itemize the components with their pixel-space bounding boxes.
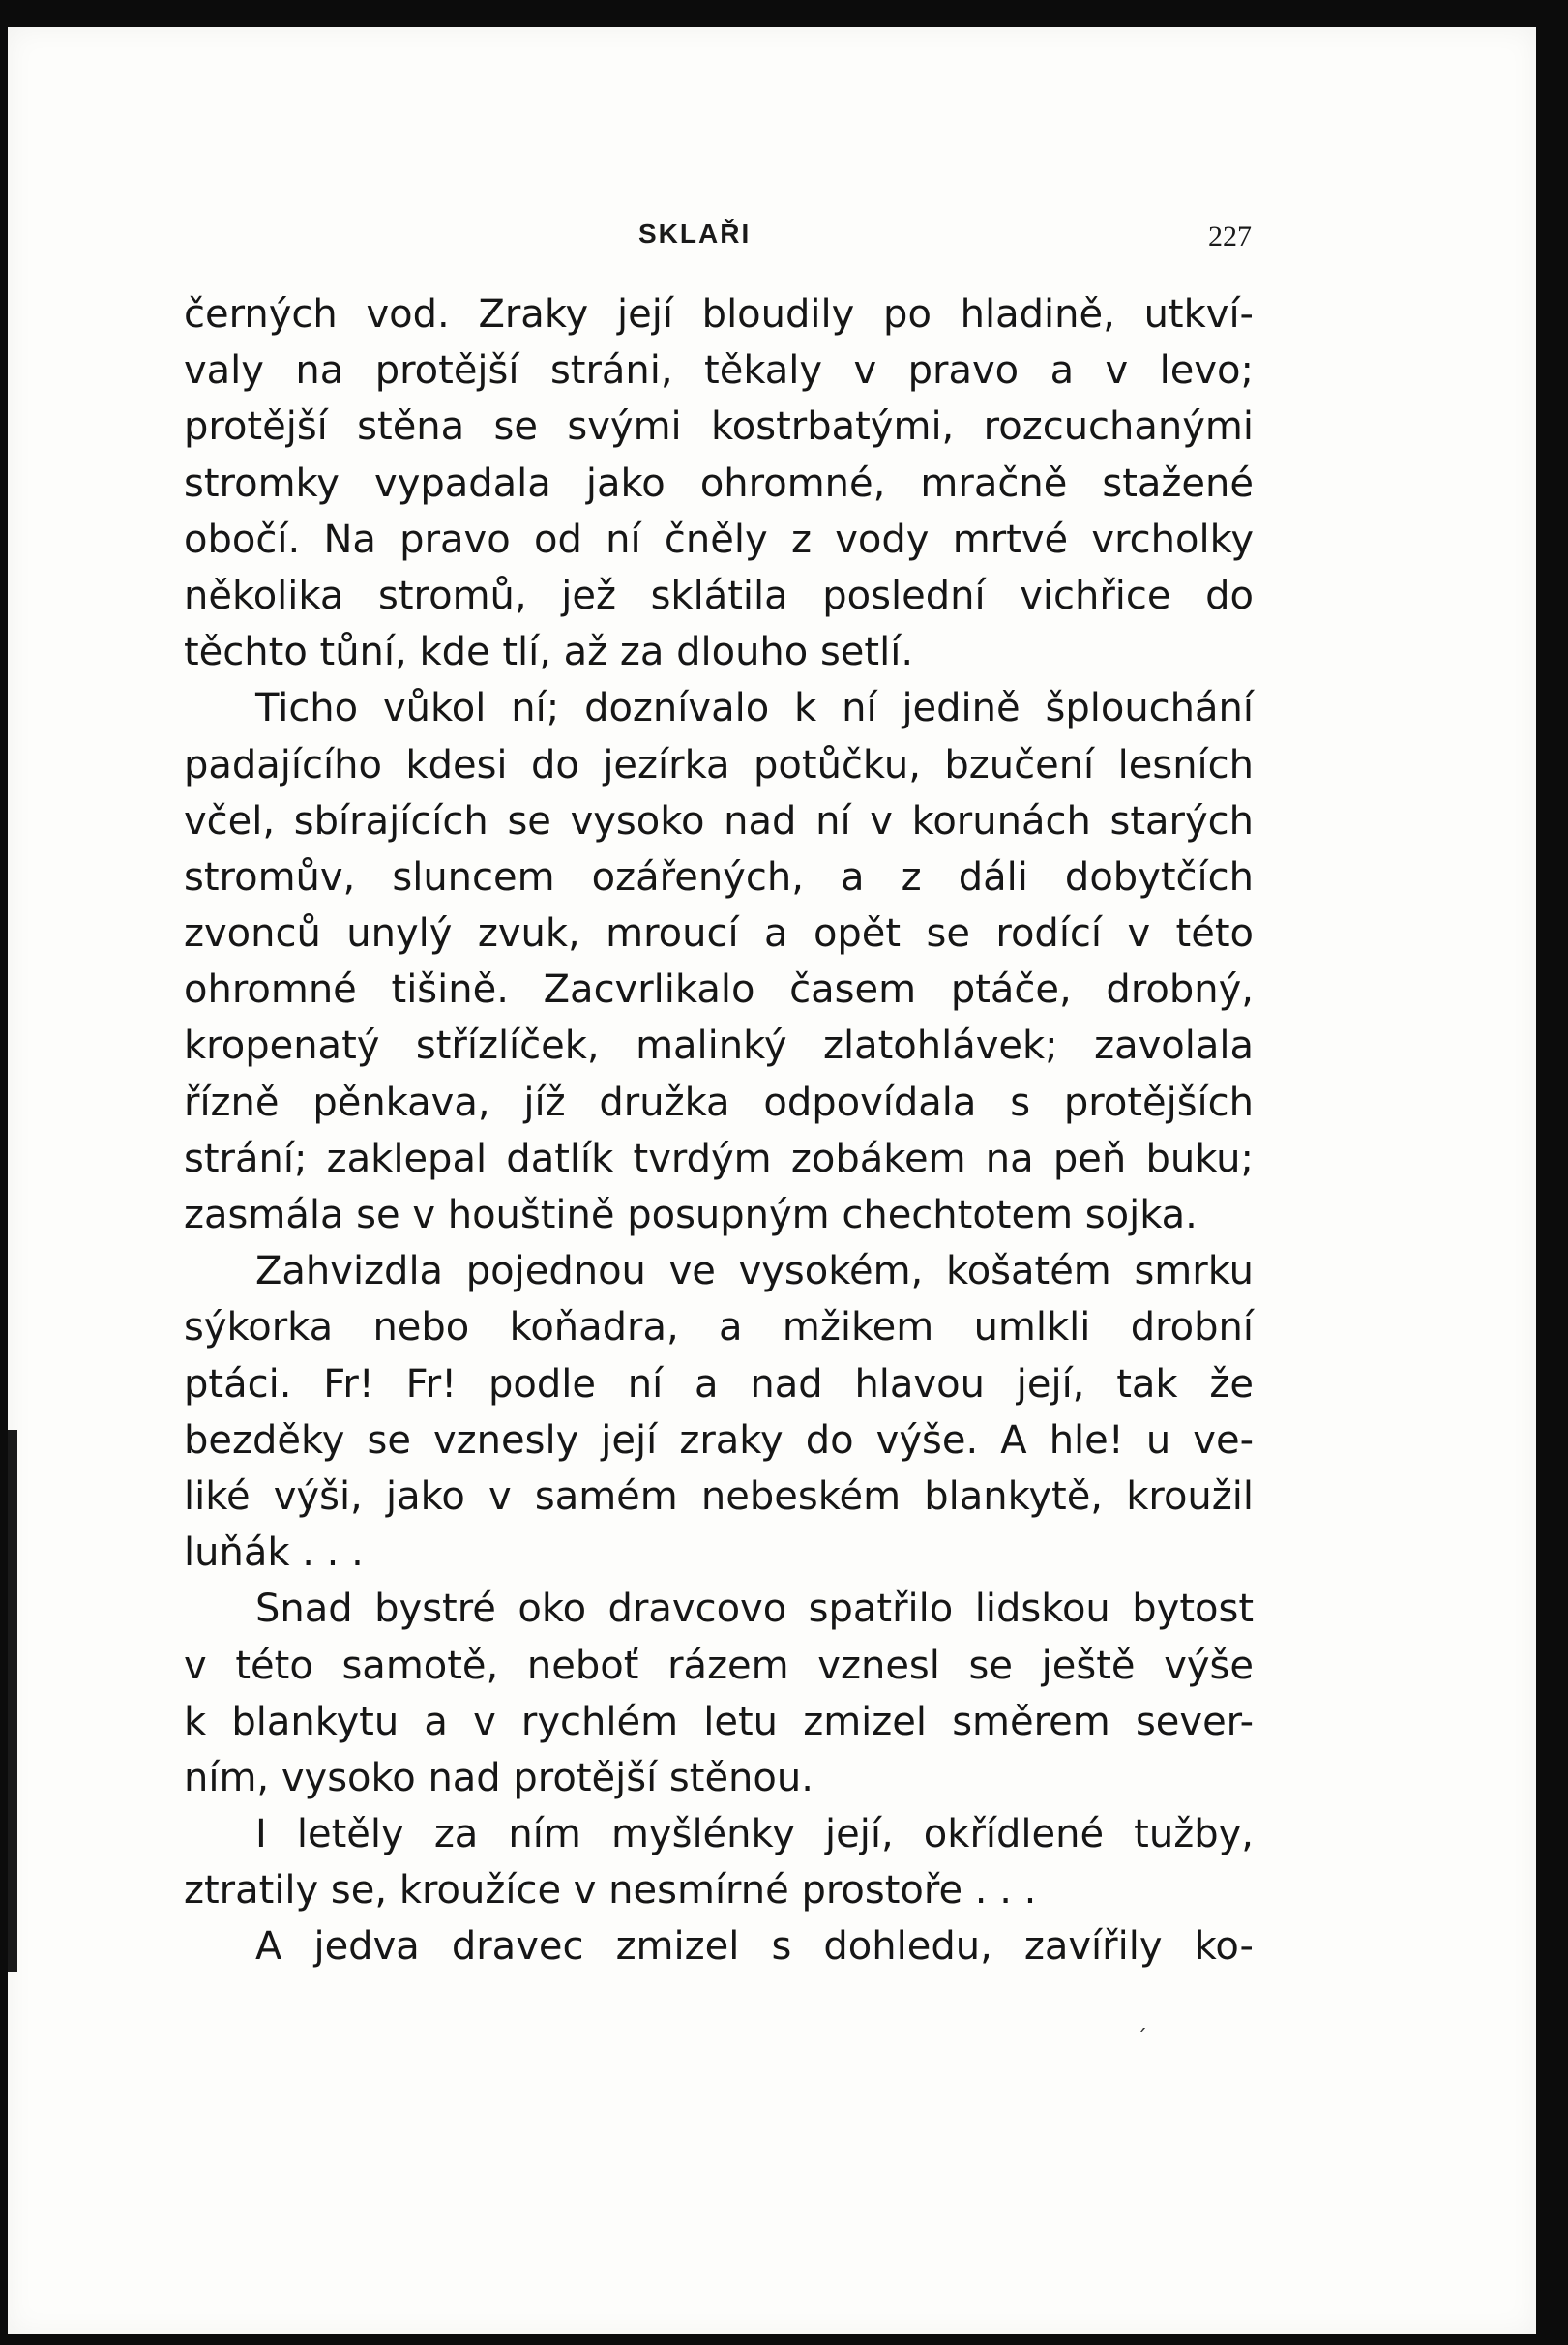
running-header (184, 219, 1252, 267)
text-line: A jedva dravec zmizel s dohledu, zavířily ko- (255, 1924, 1254, 1970)
text-line: Zahvizdla pojednou ve vysokém, košatém smrku (255, 1249, 1254, 1294)
text-line: řízně pěnkava, jíž družka odpovídala s protějších (184, 1080, 1254, 1125)
body-text (184, 286, 1254, 1975)
text-line: padajícího kdesi do jezírka potůčku, bzučení lesních (184, 742, 1254, 787)
text-line: Snad bystré oko dravcovo spatřilo lidskou bytost (255, 1587, 1254, 1632)
page-edge-shadow (1536, 27, 1568, 2345)
text-line: ohromné tišině. Zacvrlikalo časem ptáče, drobný, (184, 967, 1254, 1013)
text-line: valy na protější stráni, těkaly v pravo a v levo; (184, 348, 1254, 394)
text-line: k blankytu a v rychlém letu zmizel směrem sever- (184, 1699, 1254, 1744)
text-line: strání; zaklepal datlík tvrdým zobákem na peň buku; (184, 1136, 1254, 1181)
text-line: černých vod. Zraky její bloudily po hladině, utkví- (184, 292, 1254, 337)
text-line: několika stromů, jež sklátila poslední vichřice do (184, 573, 1254, 618)
text-line: stromův, sluncem ozářených, a z dáli dobytčích (184, 854, 1254, 900)
text-line: luňák . . . (184, 1530, 364, 1576)
text-line: protější stěna se svými kostrbatými, rozcuchanými (184, 404, 1254, 450)
text-line: zvonců unylý zvuk, mroucí a opět se rodící v této (184, 911, 1254, 957)
text-line: v této samotě, neboť rázem vznesl se ještě výše (184, 1643, 1254, 1688)
text-line: Ticho vůkol ní; doznívalo k ní jedině šplouchání (255, 686, 1254, 731)
text-line: sýkorka nebo koňadra, a mžikem umlkli drobní (184, 1305, 1254, 1351)
text-line: bezděky se vznesly její zraky do výše. A hle! u ve- (184, 1417, 1254, 1463)
text-line: ptáci. Fr! Fr! podle ní a nad hlavou její, tak že (184, 1361, 1254, 1407)
text-line: včel, sbírajících se vysoko nad ní v korunách starých (184, 798, 1254, 844)
printer-mark: ´ (1137, 2027, 1147, 2051)
header-title: SKLAŘI (638, 219, 752, 249)
page-binding-shadow (8, 1430, 17, 1972)
text-line: ním, vysoko nad protější stěnou. (184, 1755, 814, 1800)
text-line: těchto tůní, kde tlí, až za dlouho setlí. (184, 630, 914, 675)
text-line: kropenatý střízlíček, malinký zlatohlávek; zavolala (184, 1024, 1254, 1069)
text-line: stromky vypadala jako ohromné, mračně stažené (184, 460, 1254, 506)
text-line: liké výši, jako v samém nebeském blankytě, kroužil (184, 1473, 1254, 1519)
text-line: ztratily se, kroužíce v nesmírné prostoře . . . (184, 1868, 1037, 1914)
text-line: zasmála se v houštině posupným chechtotem sojka. (184, 1193, 1198, 1237)
text-line: obočí. Na pravo od ní čněly z vody mrtvé vrcholky (184, 517, 1254, 562)
text-line: I letěly za ním myšlénky její, okřídlené tužby, (255, 1812, 1254, 1857)
page-number: 227 (1208, 221, 1252, 252)
